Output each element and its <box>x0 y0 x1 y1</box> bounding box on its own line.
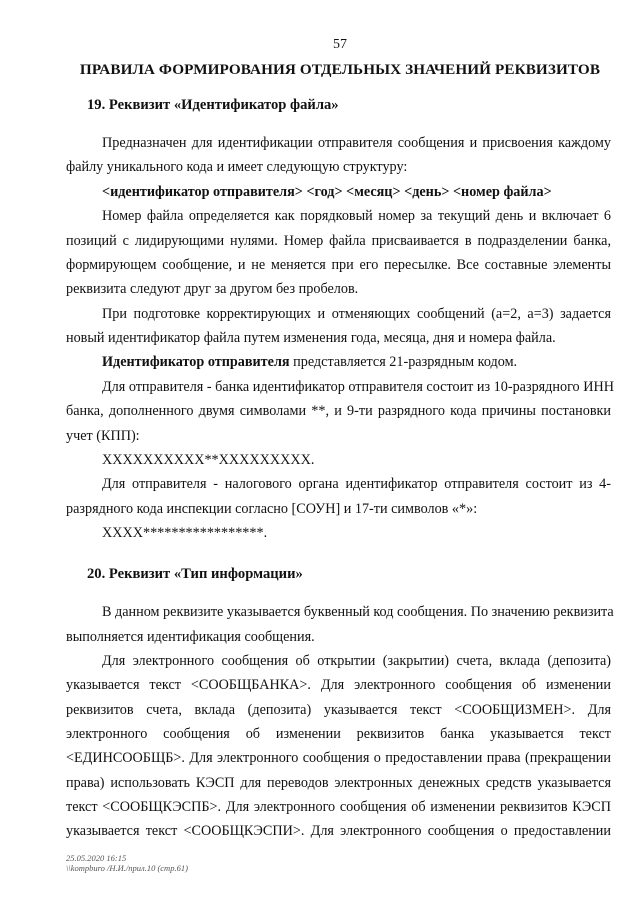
bank-sender-code: XXXXXXXXXX**XXXXXXXXX. <box>102 452 315 468</box>
s19-p5-line2: банка, дополненного двумя символами **, и 9-ти разрядного кода причины постановки <box>66 403 611 419</box>
s19-p3-line1: При подготовке корректирующих и отменяющих сообщений (а=2, а=3) задается <box>102 306 611 322</box>
s20-p2-line1: Для электронного сообщения об открытии (закрытии) счета, вклада (депозита) <box>102 653 611 669</box>
sender-id-desc: представляется 21-разрядным кодом. <box>289 354 518 370</box>
s19-p5-line1: Для отправителя - банка идентификатор отправителя состоит из 10-разрядного ИНН <box>102 379 614 395</box>
s20-p2-line4: электронного сообщения об изменении реквизитов банка указывается текст <box>66 726 611 742</box>
s19-p2-line2: позиций с лидирующими нулями. Номер файла присваивается в подразделении банка, <box>66 233 611 249</box>
s19-p2-line1: Номер файла определяется как порядковый номер за текущий день и включает 6 <box>102 208 611 224</box>
section-20-heading: 20. Реквизит «Тип информации» <box>87 566 303 582</box>
s19-p6-line2: разрядного кода инспекции согласно [СОУН] и 17-ти символов «*»: <box>66 501 478 517</box>
s20-p2-line8: указывается текст <СООБЩКЭСПИ>. Для электронного сообщения о предоставлении <box>66 823 611 839</box>
tax-sender-code: XXXX*****************. <box>102 525 268 541</box>
s20-p1-line2: выполняется идентификация сообщения. <box>66 629 315 645</box>
page-title: ПРАВИЛА ФОРМИРОВАНИЯ ОТДЕЛЬНЫХ ЗНАЧЕНИЙ РЕКВИЗИТОВ <box>79 61 601 78</box>
footer-date: 25.05.2020 16:15 <box>66 853 127 863</box>
s19-p4 <box>102 353 611 371</box>
s20-p2-line5: <ЕДИНСООБЩБ>. Для электронного сообщения о предоставлении права (прекращении <box>66 750 611 766</box>
s19-p1-line1: Предназначен для идентификации отправителя сообщения и присвоения каждому <box>102 135 611 151</box>
s19-p1-line2: файлу уникального кода и имеет следующую структуру: <box>66 159 408 175</box>
s20-p2-line2: указывается текст <СООБЩБАНКА>. Для электронного сообщения об изменении <box>66 677 611 693</box>
s19-p5-line3: учет (КПП): <box>66 428 140 444</box>
page-number: 57 <box>333 37 347 52</box>
s20-p2-line6: права) использовать КЭСП для переводов электронных денежных средств указывается <box>66 775 611 791</box>
s19-p3-line2: новый идентификатор файла путем изменения года, месяца, дня и номера файла. <box>66 330 556 346</box>
s20-p2-line3: реквизитов счета, вклада (депозита) указывается текст <СООБЩИЗМЕН>. Для <box>66 702 611 718</box>
file-id-structure: <идентификатор отправителя> <год> <месяц> <день> <номер файла> <box>102 184 552 200</box>
s20-p1-line1: В данном реквизите указывается буквенный код сообщения. По значению реквизита <box>102 604 614 620</box>
sender-id-term: Идентификатор отправителя <box>102 354 290 370</box>
s19-p6-line1: Для отправителя - налогового органа идентификатор отправителя состоит из 4- <box>102 476 611 492</box>
footer-file-path: \\kompburo /Н.И./прил.10 (стр.61) <box>66 863 188 873</box>
s19-p2-line3: формирующем сообщение, и не меняется при его пересылке. Все составные элементы <box>66 257 611 273</box>
section-19-heading: 19. Реквизит «Идентификатор файла» <box>87 97 339 113</box>
s19-p2-line4: реквизита следуют друг за другом без пробелов. <box>66 281 359 297</box>
s20-p2-line7: текст <СООБЩКЭСПБ>. Для электронного сообщения об изменении реквизитов КЭСП <box>66 799 611 815</box>
